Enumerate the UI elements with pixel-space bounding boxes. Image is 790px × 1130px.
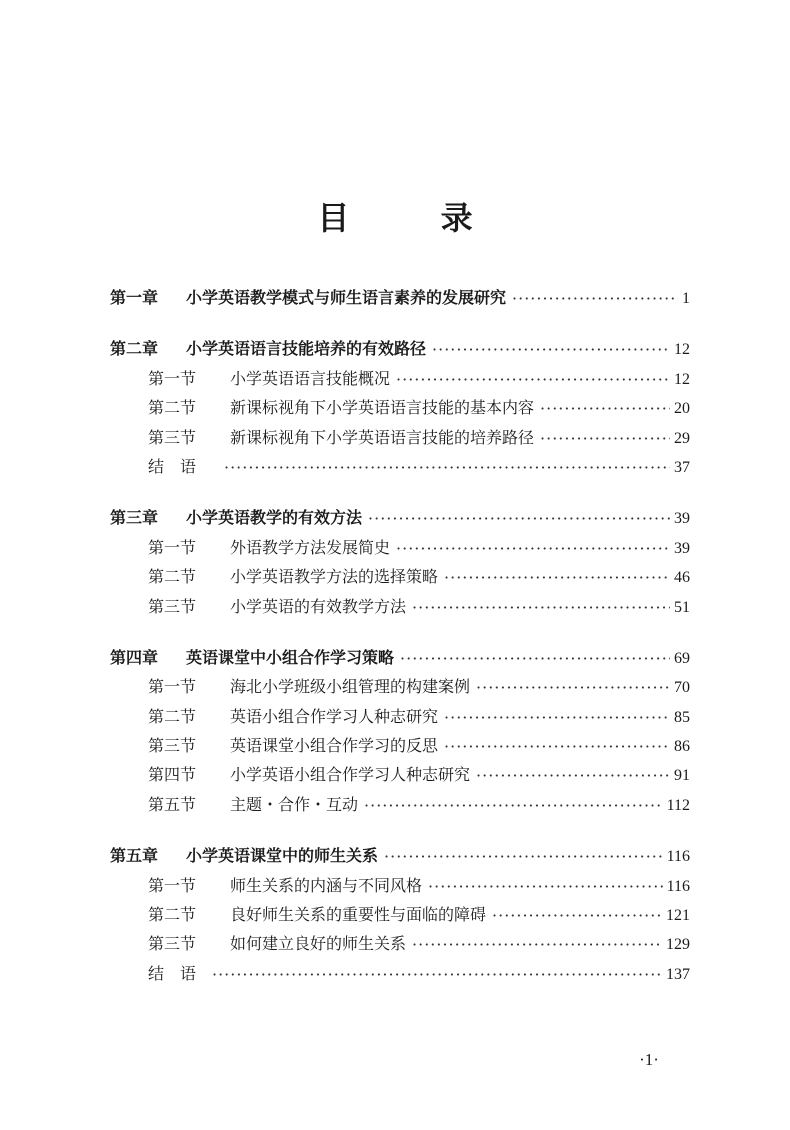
toc-entry[interactable] [110,425,690,454]
section-label: 第三节 [148,427,197,447]
section-title: 新课标视角下小学英语语言技能的培养路径 [230,427,535,447]
section-label: 第三节 [148,934,197,954]
toc-entry[interactable] [110,931,690,960]
section-label: 第一节 [148,368,197,388]
dot-leader [540,429,670,445]
page-number: 86 [674,738,690,756]
chapter-label: 第二章 [110,339,159,359]
toc-entry[interactable] [110,594,690,623]
section-title: 新课标视角下小学英语语言技能的基本内容 [230,398,535,418]
dot-leader [412,598,670,614]
toc-entry[interactable] [110,873,690,902]
page-number: 46 [674,569,690,587]
toc-entry[interactable] [110,366,690,395]
page-number: 116 [666,877,690,895]
dot-leader [444,568,670,584]
chapter-label: 第一章 [110,288,159,307]
section-label: 第四节 [148,765,197,785]
chapter-title: 小学英语教学模式与师生语言素养的发展研究 [186,288,507,307]
dot-leader [212,965,662,981]
dot-leader [432,340,670,356]
dot-leader [396,539,670,555]
section-label: 第二节 [148,706,197,726]
toc-entry[interactable] [110,902,690,931]
dot-leader [396,370,670,386]
chapter-4 [110,645,690,821]
page-number: 20 [674,400,690,418]
section-label: 第五节 [148,794,197,814]
section-title: 小学英语语言技能概况 [230,368,391,388]
chapter-label: 第三章 [110,508,159,528]
chapter-title: 小学英语语言技能培养的有效路径 [186,339,427,359]
toc-entry[interactable] [110,535,690,564]
section-title: 小学英语的有效教学方法 [230,596,407,616]
page-number: 70 [674,679,690,697]
page-number: 37 [674,458,690,476]
section-title: 良好师生关系的重要性与面临的障碍 [230,905,487,925]
page-number: 129 [666,936,690,954]
dot-leader [492,906,662,922]
section-title: 小学英语小组合作学习人种志研究 [230,765,471,785]
toc-entry[interactable] [110,674,690,703]
toc-entry[interactable] [110,454,690,483]
section-label: 第二节 [148,398,197,418]
chapter-5 [110,843,690,990]
toc-entry[interactable] [110,336,690,365]
toc-entry[interactable] [110,564,690,593]
section-title: 师生关系的内涵与不同风格 [230,875,423,895]
page-number: 39 [674,510,690,528]
section-label: 结 语 [148,456,197,476]
page-number: 112 [666,796,690,814]
toc-entry[interactable] [110,792,690,821]
toc-entry[interactable] [110,395,690,424]
section-title: 海北小学班级小组管理的构建案例 [230,677,471,697]
section-title: 英语课堂小组合作学习的反思 [230,736,439,756]
page-number: 12 [674,341,690,359]
section-label: 第一节 [148,677,197,697]
section-label: 第三节 [148,736,197,756]
chapter-label: 第四章 [110,647,159,667]
dot-leader [368,509,670,525]
page-number: 137 [666,965,690,983]
toc-entry[interactable] [110,961,690,990]
page-number: 85 [674,708,690,726]
dot-leader [476,766,670,782]
toc-entry[interactable] [110,733,690,762]
dot-leader [400,649,670,665]
toc-entry[interactable] [110,704,690,733]
page-folio: ·1· [639,1050,659,1069]
section-label: 第一节 [148,875,197,895]
section-label: 第一节 [148,537,197,557]
chapter-label: 第五章 [110,846,159,866]
section-label: 第二节 [148,905,197,925]
section-title: 主题・合作・互动 [230,794,359,814]
section-label: 第三节 [148,596,197,616]
chapter-3 [110,505,690,623]
toc-entry[interactable] [110,505,690,534]
page-number: 29 [674,429,690,447]
chapter-1 [110,285,690,314]
dot-leader [224,458,670,474]
section-title: 外语教学方法发展简史 [230,537,391,557]
dot-leader [428,877,663,893]
toc-entry[interactable] [110,645,690,674]
dot-leader [512,289,678,305]
page-number: 121 [666,907,690,925]
page-number: 116 [666,848,690,866]
dot-leader [476,678,670,694]
section-title: 小学英语教学方法的选择策略 [230,567,439,587]
page-number: 51 [674,598,690,616]
page-number: 69 [674,649,690,667]
section-label: 第二节 [148,567,197,587]
section-title: 英语小组合作学习人种志研究 [230,706,439,726]
page-title: 目 录 [317,199,513,237]
dot-leader [444,737,670,753]
page-number: 12 [674,370,690,388]
dot-leader [412,935,662,951]
chapter-title: 小学英语课堂中的师生关系 [186,846,379,866]
dot-leader [364,796,663,812]
page-number: 1 [682,290,690,307]
chapter-title: 小学英语教学的有效方法 [186,508,363,528]
dot-leader [444,708,670,724]
toc-entry[interactable] [110,843,690,872]
section-title: 如何建立良好的师生关系 [230,934,407,954]
table-of-contents [110,285,690,1012]
chapter-2 [110,336,690,483]
page-number: 91 [674,767,690,785]
dot-leader [540,399,670,415]
toc-entry[interactable] [110,762,690,791]
page-number: 39 [674,539,690,557]
chapter-title: 英语课堂中小组合作学习策略 [186,647,395,667]
section-label: 结 语 [148,963,197,983]
dot-leader [384,847,663,863]
toc-entry[interactable] [110,285,690,314]
